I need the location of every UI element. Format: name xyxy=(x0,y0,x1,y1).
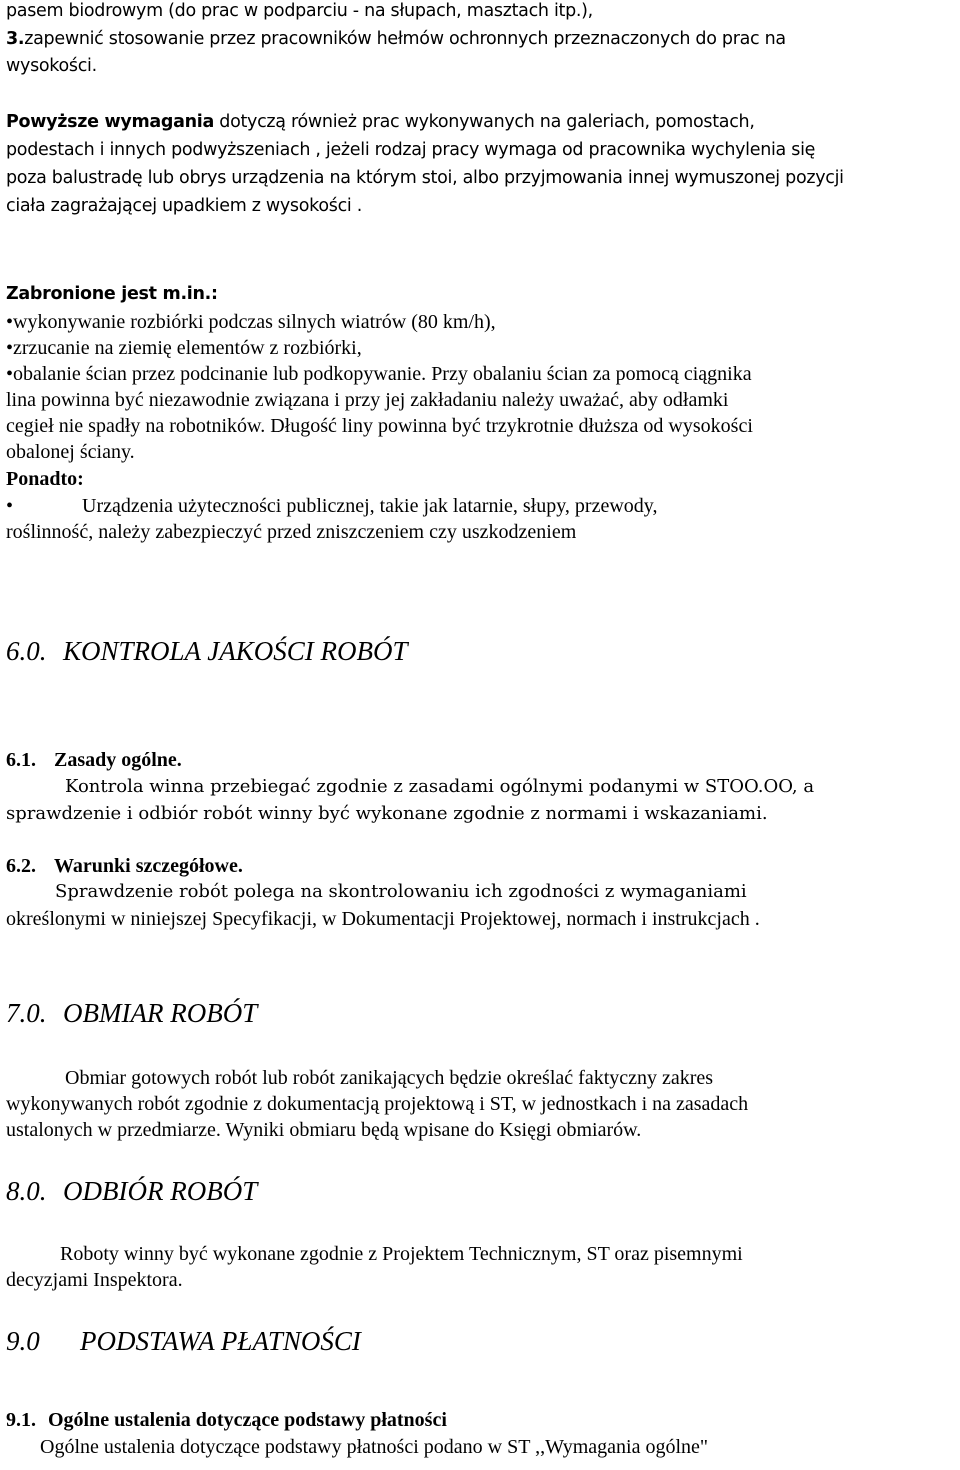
paragraph-line: Roboty winny być wykonane zgodnie z Projektem Technicznym, ST oraz pisemnymi xyxy=(60,1243,743,1265)
paragraph-line: Sprawdzenie robót polega na skontrolowaniu ich zgodności z wymaganiami xyxy=(55,881,747,902)
paragraph-text: dotyczą również prac wykonywanych na galeriach, pomostach, xyxy=(214,112,755,132)
paragraph-line: podestach i innych podwyższeniach , jeżeli rodzaj pracy wymaga od pracownika wychylenia się xyxy=(6,140,816,160)
section-label: Ponadto: xyxy=(6,468,84,490)
section-title: PODSTAWA PŁATNOŚCI xyxy=(80,1326,361,1356)
bullet-text-cont: Przy obalaniu ścian za pomocą ciągnika xyxy=(426,363,752,385)
paragraph-line: obalonej ściany. xyxy=(6,441,135,463)
item-number: 3. xyxy=(6,29,25,49)
paragraph-line: poza balustradę lub obrys urządzenia na którym stoi, albo przyjmowania innej wymuszonej pozycji xyxy=(6,168,844,188)
subsection-title: Ogólne ustalenia dotyczące podstawy płatności xyxy=(48,1409,447,1431)
list-item xyxy=(6,26,786,52)
subsection-title: Zasady ogólne. xyxy=(54,749,182,771)
section-label: Zabronione jest m.in.: xyxy=(6,284,218,304)
section-title: KONTROLA JAKOŚCI ROBÓT xyxy=(63,636,408,666)
paragraph-line: Kontrola winna przebiegać zgodnie z zasadami ogólnymi podanymi w STOO.OO, a xyxy=(65,776,815,797)
paragraph-line: sprawdzenie i odbiór robót winny być wykonane zgodnie z normami i wskazaniami. xyxy=(6,803,768,824)
bullet-item: •zrzucanie na ziemię elementów z rozbiórki, xyxy=(6,337,362,359)
paragraph-line: ustalonych w przedmiarze. Wyniki obmiaru będą wpisane do Księgi obmiarów. xyxy=(6,1119,642,1141)
paragraph-line: lina powinna być niezawodnie związana i przy jej zakładaniu należy uważać, aby odłamki xyxy=(6,389,729,411)
bullet-text: Urządzenia użyteczności publicznej, takie jak latarnie, słupy, przewody, xyxy=(82,495,658,517)
section-number: 8.0. xyxy=(6,1176,47,1206)
bullet-item xyxy=(6,493,658,519)
bullet-text: •obalanie ścian przez podcinanie lub podkopywanie. xyxy=(6,363,427,385)
bullet-icon: • xyxy=(6,495,14,517)
bullet-item xyxy=(6,361,752,387)
paragraph-line: określonymi w niniejszej Specyfikacji, w Dokumentacji Projektowej, normach i instrukcjach . xyxy=(6,908,760,930)
subsection-heading xyxy=(6,747,182,773)
paragraph-line: ciała zagrażającej upadkiem z wysokości . xyxy=(6,196,363,216)
subsection-title: Warunki szczegółowe. xyxy=(54,855,243,877)
section-title: OBMIAR ROBÓT xyxy=(63,998,258,1028)
section-heading xyxy=(6,1000,257,1026)
section-heading xyxy=(6,1328,361,1354)
paragraph-line: wykonywanych robót zgodnie z dokumentacją projektową i ST, w jednostkach i na zasadach xyxy=(6,1093,749,1115)
paragraph-line: cegieł nie spadły na robotników. Długość liny powinna być trzykrotnie dłuższa od wysokości xyxy=(6,415,753,437)
subsection-number: 6.2. xyxy=(6,855,36,877)
subsection-heading xyxy=(6,1407,447,1433)
paragraph-line: roślinność, należy zabezpieczyć przed zniszczeniem czy uszkodzeniem xyxy=(6,521,577,543)
section-heading xyxy=(6,638,408,664)
paragraph-line xyxy=(6,109,755,135)
text-line: wysokości. xyxy=(6,56,97,76)
item-text: zapewnić stosowanie przez pracowników hełmów ochronnych przeznaczonych do prac na xyxy=(24,29,786,49)
text-line: pasem biodrowym (do prac w podparciu - na słupach, masztach itp.), xyxy=(6,1,593,21)
section-number: 7.0. xyxy=(6,998,47,1028)
section-heading xyxy=(6,1178,257,1204)
section-number: 6.0. xyxy=(6,636,47,666)
paragraph-line: Ogólne ustalenia dotyczące podstawy płatności podano w ST ,,Wymagania ogólne" xyxy=(40,1436,709,1458)
subsection-heading xyxy=(6,853,243,879)
emphasis: Powyższe wymagania xyxy=(6,112,214,132)
subsection-number: 6.1. xyxy=(6,749,36,771)
bullet-item: •wykonywanie rozbiórki podczas silnych wiatrów (80 km/h), xyxy=(6,311,496,333)
section-title: ODBIÓR ROBÓT xyxy=(63,1176,258,1206)
subsection-number: 9.1. xyxy=(6,1409,36,1431)
section-number: 9.0 xyxy=(6,1326,40,1356)
paragraph-line: decyzjami Inspektora. xyxy=(6,1269,183,1291)
paragraph-line: Obmiar gotowych robót lub robót zanikających będzie określać faktyczny zakres xyxy=(65,1067,714,1089)
